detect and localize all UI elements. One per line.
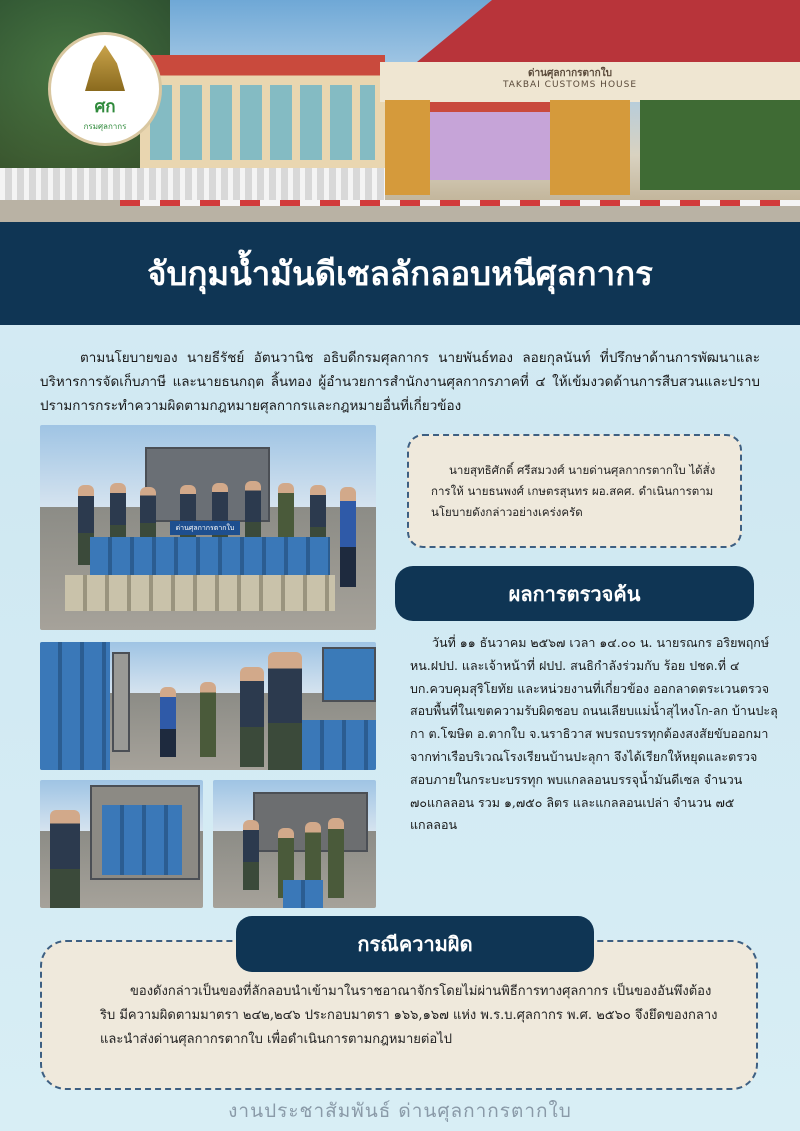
result-body bbox=[410, 632, 780, 837]
gallons-in-truck bbox=[40, 642, 110, 770]
order-note-box bbox=[407, 434, 742, 548]
building-colorful bbox=[430, 100, 550, 180]
emblem-icon bbox=[85, 45, 125, 91]
gallons-white bbox=[65, 575, 335, 611]
red-white-curb bbox=[120, 200, 800, 206]
result-heading: ผลการตรวจค้น bbox=[395, 566, 754, 621]
customs-logo bbox=[48, 32, 162, 146]
photo-unloading-gallons bbox=[213, 780, 376, 908]
headline: จับกุมน้ำมันดีเซลลักลอบหนีศุลกากร bbox=[147, 254, 653, 293]
school-building bbox=[140, 55, 385, 170]
offense-heading: กรณีความผิด bbox=[236, 916, 594, 972]
order-note-text: นายสุทธิศักดิ์ ศรีสมวงศ์ นายด่านศุลกากรตากใบ ได้สั่งการให้ นายธนพงศ์ เกษตรสุนทร ผอ.สคศ. ดำเนินการตามนโยบายดังกล่าวอย่างเคร่งครัด bbox=[431, 463, 716, 519]
blue-truck bbox=[322, 647, 376, 702]
photo-truck-inspection bbox=[40, 642, 376, 770]
sign-label: ด่านศุลกากรตากใบ bbox=[170, 521, 240, 535]
offense-paragraph: ของดังกล่าวเป็นของที่ลักลอบนำเข้ามาในราชอาณาจักรโดยไม่ผ่านพิธีการทางศุลกากร เป็นของอันพึงต้องริบ มีความผิดตามมาตรา ๒๔๒,๒๔๖ ประกอบมาตรา ๑๖๖,๑๖๗ แห่ง พ.ร.บ.ศุลกากร พ.ศ. ๒๕๖๐ จึงยึดของกลาง และนำส่งด่านศุลกากรตากใบ เพื่อดำเนินการตามกฎหมายต่อไป bbox=[100, 984, 718, 1047]
trees-right bbox=[640, 100, 800, 190]
gate-pillar-left bbox=[385, 100, 430, 195]
footer-credit: งานประชาสัมพันธ์ ด่านศุลกากรตากใบ bbox=[228, 1100, 572, 1122]
photo-officer-at-truck bbox=[40, 780, 203, 908]
headline-banner bbox=[0, 222, 800, 325]
white-fence bbox=[0, 168, 385, 203]
photo-team-with-gallons bbox=[40, 425, 376, 630]
intro-paragraph: ตามนโยบายของ นายธีรัชย์ อัตนวานิช อธิบดีกรมศุลกากร นายพันธ์ทอง ลอยกุลนันท์ ที่ปรึกษาด้านการพัฒนาและบริหารการจัดเก็บภาษี และนายธนกฤต ลิ้นทอง ผู้อำนวยการสำนักงานศุลกากรภาคที่ ๔ ให้เข้มงวดด้านการสืบสวนและปราบปรามการกระทำความผิดตามกฎหมายศุลกากรและกฎหมายอื่นที่เกี่ยวข้อง bbox=[40, 350, 760, 414]
logo-caption: กรมศุลกากร bbox=[83, 122, 127, 131]
gate-sign-en: TAKBAI CUSTOMS HOUSE bbox=[502, 80, 638, 90]
result-paragraph: วันที่ ๑๑ ธันวาคม ๒๕๖๗ เวลา ๑๔.๐๐ น. นายรณกร อริยพฤกษ์ หน.ฝปป. และเจ้าหน้าที่ ฝปป. สนธิกำลังร่วมกับ ร้อย ปชด.ที่ ๔ บก.ควบคุมสุริโยทัย และหน่วยงานที่เกี่ยวข้อง ออกลาดตระเวนตรวจสอบพื้นที่ในเขตความรับผิดชอบ ถนนเลียบแม่น้ำสุไหงโก-ลก บ้านปะลุกา ต.โฆษิต อ.ตากใบ จ.นราธิวาส พบรถบรรทุกต้องสงสัยขับออกมาจากท่าเรือบริเวณโรงเรียนบ้านปะลุกา จึงได้เรียกให้หยุดและตรวจสอบภายในกระบะบรรทุก พบแกลลอนบรรจุน้ำมันดีเซล จำนวน ๗๐แกลลอน รวม ๑,๗๕๐ ลิตร และแกลลอนเปล่า จำนวน ๗๕ แกลลอน bbox=[410, 635, 778, 833]
gallons-blue bbox=[90, 537, 330, 575]
gate-pillar-right bbox=[550, 100, 630, 195]
gate-sign-thai: ด่านศุลกากรตากใบ bbox=[528, 68, 612, 79]
logo-mark: ศก bbox=[94, 97, 116, 117]
